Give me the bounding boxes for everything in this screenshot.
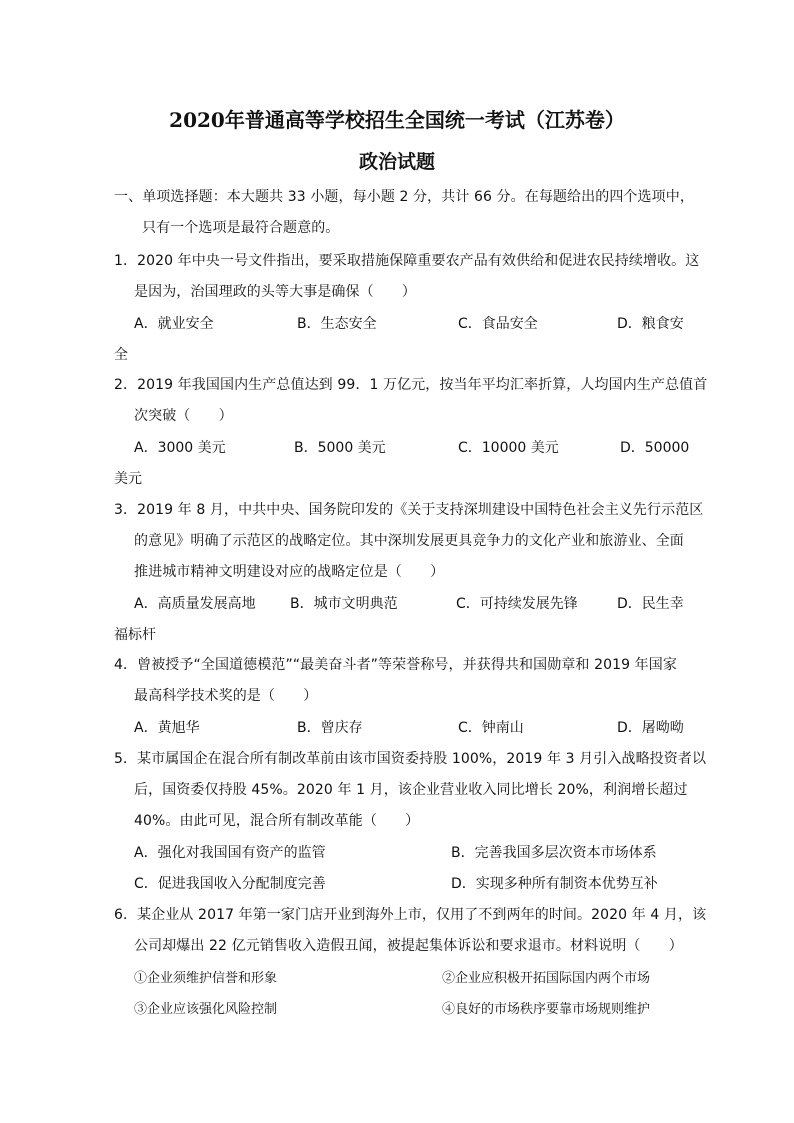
option-b: B．5000 美元 xyxy=(294,440,386,456)
option-c: C．钟南山 xyxy=(458,720,524,736)
question-stem-line: 1．2020 年中央一号文件指出，要采取措施保障重要农产品有效供给和促进农民持续增收。这 xyxy=(114,253,700,269)
question-stem-line: 的意见》明确了示范区的战略定位。其中深圳发展更具竞争力的文化产业和旅游业、全面 xyxy=(134,533,684,549)
question-stem-line: 3．2019 年 8 月，中共中央、国务院印发的《关于支持深圳建设中国特色社会主义先行示范区 xyxy=(114,502,704,518)
option-a: A．3000 美元 xyxy=(134,440,226,456)
option-b: B．完善我国多层次资本市场体系 xyxy=(451,845,657,861)
question-stem-line: 是因为，治国理政的头等大事是确保（ ） xyxy=(134,284,416,300)
option-d: D．屠呦呦 xyxy=(617,720,684,736)
option-wrap: 美元 xyxy=(114,471,142,487)
exam-title: 2020年普通高等学校招生全国统一考试（江苏卷） xyxy=(169,108,625,132)
option-c: C．10000 美元 xyxy=(458,440,559,456)
option-d: D．民生幸 xyxy=(617,596,684,612)
statement-2: ②企业应积极开拓国际国内两个市场 xyxy=(442,971,651,986)
option-b: B．曾庆存 xyxy=(297,720,363,736)
option-a: A．黄旭华 xyxy=(134,720,200,736)
question-stem-line: 5．某市属国企在混合所有制改革前由该市国资委持股 100%，2019 年 3 月引入战略投资者以 xyxy=(114,751,707,767)
statement-4: ④良好的市场秩序要靠市场规则维护 xyxy=(442,1002,651,1017)
option-wrap: 全 xyxy=(114,347,128,363)
section-line-2: 只有一个选项是最符合题意的。 xyxy=(142,220,340,236)
option-c: C．可持续发展先锋 xyxy=(456,596,578,612)
option-d: D．50000 xyxy=(620,440,690,456)
question-stem-line: 最高科学技术奖的是（ ） xyxy=(134,688,318,704)
question-stem-line: 40%。由此可见，混合所有制改革能（ ） xyxy=(134,813,420,829)
section-line-1: 一、单项选择题：本大题共 33 小题，每小题 2 分，共计 66 分。在每题给出的四个选项中， xyxy=(114,189,694,205)
question-stem-line: 后，国资委仅持股 45%。2020 年 1 月，该企业营业收入同比增长 20%，利润增长超过 xyxy=(134,782,688,798)
option-b: B．生态安全 xyxy=(297,316,377,332)
option-wrap: 福标杆 xyxy=(114,627,156,643)
question-stem-line: 4．曾被授予“全国道德模范”“最美奋斗者”等荣誉称号，并获得共和国勋章和 2019 年国家 xyxy=(114,657,677,673)
question-stem-line: 2．2019 年我国国内生产总值达到 99．1 万亿元，按当年平均汇率折算，人均国内生产总值首 xyxy=(114,377,708,393)
statement-3: ③企业应该强化风险控制 xyxy=(134,1002,278,1017)
option-a: A．强化对我国国有资产的监管 xyxy=(134,845,326,861)
question-stem-line: 公司却爆出 22 亿元销售收入造假丑闻，被提起集体诉讼和要求退市。材料说明（ ） xyxy=(134,938,683,954)
option-d: D．粮食安 xyxy=(617,316,684,332)
option-a: A．高质量发展高地 xyxy=(134,596,256,612)
option-b: B．城市文明典范 xyxy=(290,596,398,612)
question-stem-line: 6．某企业从 2017 年第一家门店开业到海外上市，仅用了不到两年的时间。2020 年 4 月，该 xyxy=(114,907,707,923)
option-c: C．食品安全 xyxy=(458,316,538,332)
option-d: D．实现多种所有制资本优势互补 xyxy=(451,876,658,892)
option-c: C．促进我国收入分配制度完善 xyxy=(134,876,326,892)
question-stem-line: 次突破（ ） xyxy=(134,408,233,424)
option-a: A．就业安全 xyxy=(134,316,214,332)
question-stem-line: 推进城市精神文明建设对应的战略定位是（ ） xyxy=(134,564,445,580)
exam-subtitle: 政治试题 xyxy=(358,151,435,173)
statement-1: ①企业须维护信誉和形象 xyxy=(134,971,278,986)
